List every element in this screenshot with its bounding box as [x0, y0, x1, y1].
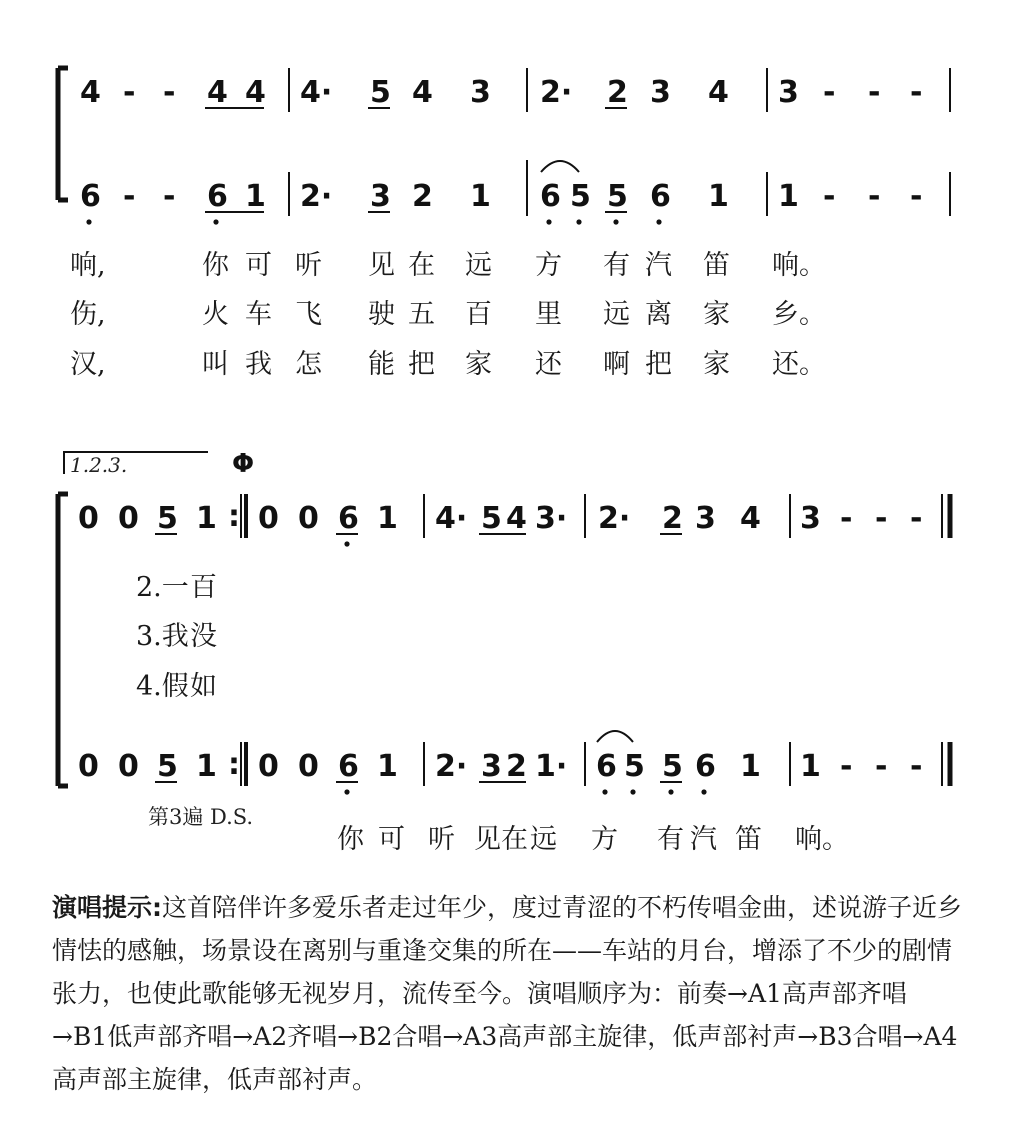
volta-label: 1.2.3.	[70, 453, 128, 477]
lyric: 飞	[295, 299, 322, 330]
dash: -	[910, 749, 923, 784]
verse-3-pickup: 没	[190, 621, 217, 652]
lyric: 家	[465, 349, 492, 380]
octave-dots	[344, 789, 706, 794]
lyric: 家	[703, 299, 730, 330]
lyric: 见	[474, 824, 501, 855]
note: 2	[607, 75, 628, 110]
lyric: 车	[245, 299, 272, 330]
lyric: 远	[465, 250, 492, 281]
lyric: 你	[337, 824, 364, 855]
note: 5	[157, 501, 178, 536]
note: 5	[662, 749, 683, 784]
lyric: 伤,	[70, 299, 106, 330]
note: 2·	[300, 179, 333, 214]
note: 1·	[535, 749, 568, 784]
lyric: 方	[591, 824, 618, 855]
lyrics-system-2	[337, 824, 849, 855]
lyric: 可	[245, 250, 272, 281]
lyric: 怎	[295, 349, 322, 380]
lyric: 火	[202, 299, 229, 330]
dash: -	[910, 501, 923, 536]
lyric: 还	[535, 349, 562, 380]
dash: -	[875, 501, 888, 536]
note: 2·	[540, 75, 573, 110]
note: 4	[708, 75, 729, 110]
lyric: 驶	[368, 299, 395, 330]
note: 2	[412, 179, 433, 214]
system-brace	[58, 68, 68, 200]
lyric: 听	[295, 250, 322, 281]
note: 1	[778, 179, 799, 214]
dash: -	[123, 75, 136, 110]
note: 0	[298, 749, 319, 784]
dash: -	[868, 75, 881, 110]
note: 1	[708, 179, 729, 214]
lyric: 汉,	[70, 349, 106, 380]
note: 5	[481, 501, 502, 536]
note: 4	[740, 501, 761, 536]
verse-2-pickup: 百	[190, 572, 217, 603]
lyric: 家	[703, 349, 730, 380]
lyric: 可	[378, 824, 405, 855]
lyric: 把	[645, 349, 672, 380]
lyric: 响。	[795, 824, 849, 855]
lyric: 见	[368, 250, 395, 281]
note: 6	[338, 501, 359, 536]
system-2	[58, 449, 950, 855]
lyric: 汽	[645, 250, 672, 281]
lyric: 听	[428, 824, 455, 855]
note: 3	[778, 75, 799, 110]
dash: -	[163, 75, 176, 110]
repeat-dots: :	[228, 499, 240, 534]
dash: -	[123, 179, 136, 214]
lyric: 响。	[772, 250, 826, 281]
note: 6	[338, 749, 359, 784]
note: 0	[78, 501, 99, 536]
lyric: 啊	[603, 349, 630, 380]
note: 2	[506, 749, 527, 784]
lyric: 里	[535, 299, 562, 330]
tips-label: 演唱提示:	[52, 893, 162, 922]
ds-instruction: 第3遍 D.S.	[148, 805, 254, 829]
lyric: 五	[408, 299, 435, 330]
note: 4	[80, 75, 101, 110]
note: 0	[298, 501, 319, 536]
note: 0	[118, 749, 139, 784]
lyric: 有	[657, 824, 684, 855]
note: 1	[245, 179, 266, 214]
note: 6	[695, 749, 716, 784]
note: 1	[196, 501, 217, 536]
upper-voice	[80, 75, 922, 110]
dash: -	[910, 179, 923, 214]
verse-2-pickup: 2.一	[136, 572, 189, 603]
lyric: 笛	[735, 824, 762, 855]
note: 6	[540, 179, 561, 214]
slur	[597, 731, 633, 742]
repeat-dots: :	[228, 747, 240, 782]
dash: -	[868, 179, 881, 214]
dash: -	[840, 749, 853, 784]
note: 5	[624, 749, 645, 784]
lyric: 把	[408, 349, 435, 380]
lyric: 有	[603, 250, 630, 281]
note: 5	[157, 749, 178, 784]
note: 3	[370, 179, 391, 214]
dash: -	[823, 75, 836, 110]
verse-3-pickup: 3.我	[136, 621, 189, 652]
lyric: 能	[368, 349, 395, 380]
note: 2·	[435, 749, 468, 784]
tips-text: 这首陪伴许多爱乐者走过年少，度过青涩的不朽传唱金曲，述说游子近乡情怯的感触，场景设在离别与重逢交集的所在——车站的月台，增添了不少的剧情张力，也使此歌能够无视岁月，流传至今。演唱顺序为：前奏→A1高声部齐唱→B1低声部齐唱→A2齐唱→B2合唱→A3高声部主旋律，低声部衬声→B3合唱→A4高声部主旋律，低声部衬声。	[52, 893, 963, 1094]
octave-dots	[344, 541, 349, 546]
lower-voice	[78, 731, 922, 795]
verse-pickups	[136, 572, 217, 702]
dash: -	[875, 749, 888, 784]
dash: -	[910, 75, 923, 110]
lyric: 你	[202, 250, 229, 281]
note: 2	[662, 501, 683, 536]
note: 3	[650, 75, 671, 110]
lyric: 离	[645, 299, 672, 330]
note: 4	[245, 75, 266, 110]
slur	[541, 161, 579, 172]
lyric: 叫	[202, 349, 229, 380]
note: 0	[78, 749, 99, 784]
verse-4-pickup: 如	[190, 671, 217, 702]
dash: -	[840, 501, 853, 536]
lyric: 笛	[703, 250, 730, 281]
lyric: 汽	[690, 824, 717, 855]
note: 0	[258, 749, 279, 784]
lyric: 响,	[70, 250, 106, 281]
note: 0	[258, 501, 279, 536]
note: 1	[740, 749, 761, 784]
lyric: 我	[245, 349, 272, 380]
note: 4	[412, 75, 433, 110]
system-brace	[58, 494, 68, 786]
upper-voice	[78, 499, 922, 547]
dash: -	[823, 179, 836, 214]
note: 6	[596, 749, 617, 784]
lyrics-system-1	[70, 250, 826, 380]
note: 4	[506, 501, 527, 536]
note: 1	[196, 749, 217, 784]
note: 1	[470, 179, 491, 214]
lower-voice	[80, 161, 922, 225]
note: 4	[207, 75, 228, 110]
note: 3	[481, 749, 502, 784]
lyric: 还。	[772, 349, 826, 380]
lyric-line-2	[70, 299, 826, 330]
lyric: 在	[501, 824, 528, 855]
lyric: 远	[603, 299, 630, 330]
note: 4·	[435, 501, 468, 536]
note: 6	[80, 179, 101, 214]
lyric: 百	[465, 299, 492, 330]
octave-dots	[86, 219, 661, 224]
lyric: 乡。	[772, 299, 826, 330]
lyric: 远	[530, 824, 557, 855]
note: 1	[800, 749, 821, 784]
note: 5	[370, 75, 391, 110]
note: 4·	[300, 75, 333, 110]
note: 2·	[598, 501, 631, 536]
verse-4-pickup: 4.假	[136, 671, 189, 702]
note: 5	[607, 179, 628, 214]
performance-tips	[52, 886, 962, 1101]
note: 0	[118, 501, 139, 536]
note: 3	[695, 501, 716, 536]
system-1	[58, 68, 950, 380]
note: 1	[377, 749, 398, 784]
note: 3	[800, 501, 821, 536]
lyric: 方	[535, 250, 562, 281]
note: 6	[650, 179, 671, 214]
coda-sign: Φ	[232, 449, 255, 479]
dash: -	[163, 179, 176, 214]
lyric-line-3	[70, 349, 826, 380]
note: 3·	[535, 501, 568, 536]
lyric-line-1	[70, 250, 826, 281]
note: 6	[207, 179, 228, 214]
note: 5	[570, 179, 591, 214]
note: 3	[470, 75, 491, 110]
lyric: 在	[408, 250, 435, 281]
note: 1	[377, 501, 398, 536]
